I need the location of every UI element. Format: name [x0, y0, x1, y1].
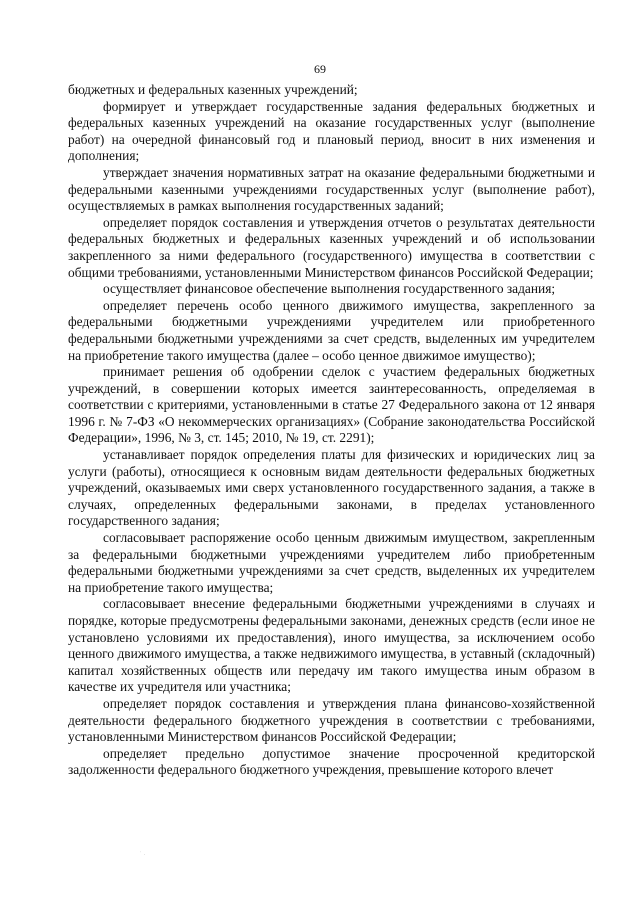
paragraph-2: формирует и утверждает государственные задания федеральных бюджетных и федеральных казенных учреждений на оказание государственных услуг (выполнение работ) на очередной финансовый год и плановый период, вносит в них изменения и дополнения; — [68, 98, 595, 164]
paragraph-12: определяет предельно допустимое значение просроченной кредиторской задолженности федерального бюджетного учреждения, превышение которого влечет — [68, 745, 595, 778]
paragraph-9: согласовывает распоряжение особо ценным движимым имуществом, закрепленным за федеральными бюджетными учреждениями учредителем либо приобретенным федеральными бюджетными учреждениями за счет средств, выделенных их учредителем на приобретение такого имущества; — [68, 530, 595, 595]
paragraph-3: утверждает значения нормативных затрат на оказание федеральными бюджетными и федеральными казенными учреждениями государственных услуг (выполнение работ), осуществляемых в рамках выполнения государственных заданий; — [68, 164, 595, 214]
scan-speck: ˙ · — [140, 852, 146, 858]
paragraph-8: устанавливает порядок определения платы для физических и юридических лиц за услуги (работы), относящиеся к основным видам деятельности федеральных бюджетных учреждений, оказываемых ими сверх установленного государственного задания, а также в случаях, определенных федеральными законами, в пределах установленного государственного задания; — [68, 447, 595, 529]
paragraph-10: согласовывает внесение федеральными бюджетными учреждениями в случаях и порядке, которые предусмотрены федеральными законами, денежных средств (если иное не установлено условиями их предоставления), иного имущества, за исключением особо ценного движимого имущества, а также недвижимого имущества, в уставный (складочный) капитал хозяйственных обществ или передачу им такого имущества иным образом в качестве их учредителя или участника; — [68, 596, 595, 695]
paragraph-5: осуществляет финансовое обеспечение выполнения государственного задания; — [103, 281, 556, 297]
paragraph-4: определяет порядок составления и утверждения отчетов о результатах деятельности федеральных бюджетных и федеральных казенных учреждений и об использовании закрепленного за ними федерального (государственного) имущества в соответствии с общими требованиями, установленными Министерством финансов Российской Федерации; — [68, 214, 595, 280]
paragraph-11: определяет порядок составления и утверждения плана финансово-хозяйственной деятельности федерального бюджетного учреждения в соответствии с требованиями, установленными Министерством финансов Российской Федерации; — [68, 695, 595, 745]
document-body — [68, 82, 595, 779]
paragraph-7: принимает решения об одобрении сделок с участием федеральных бюджетных учреждений, в совершении которых имеется заинтересованность, определяемая в соответствии с критериями, установленными в статье 27 Федерального закона от 12 января 1996 г. № 7-ФЗ «О некоммерческих организациях» (Собрание законодательства Российской Федерации», 1996, № 3, ст. 145; 2010, № 19, ст. 2291); — [68, 364, 595, 446]
paragraph-6: определяет перечень особо ценного движимого имущества, закрепленного за федеральными бюджетными учреждениями учредителем или приобретенного федеральными бюджетными учреждениями за счет средств, выделенных им учредителем на приобретение такого имущества (далее – особо ценное движимое имущество); — [68, 297, 595, 363]
page-number: 69 — [314, 62, 326, 76]
paragraph-1: бюджетных и федеральных казенных учреждений; — [68, 82, 358, 97]
